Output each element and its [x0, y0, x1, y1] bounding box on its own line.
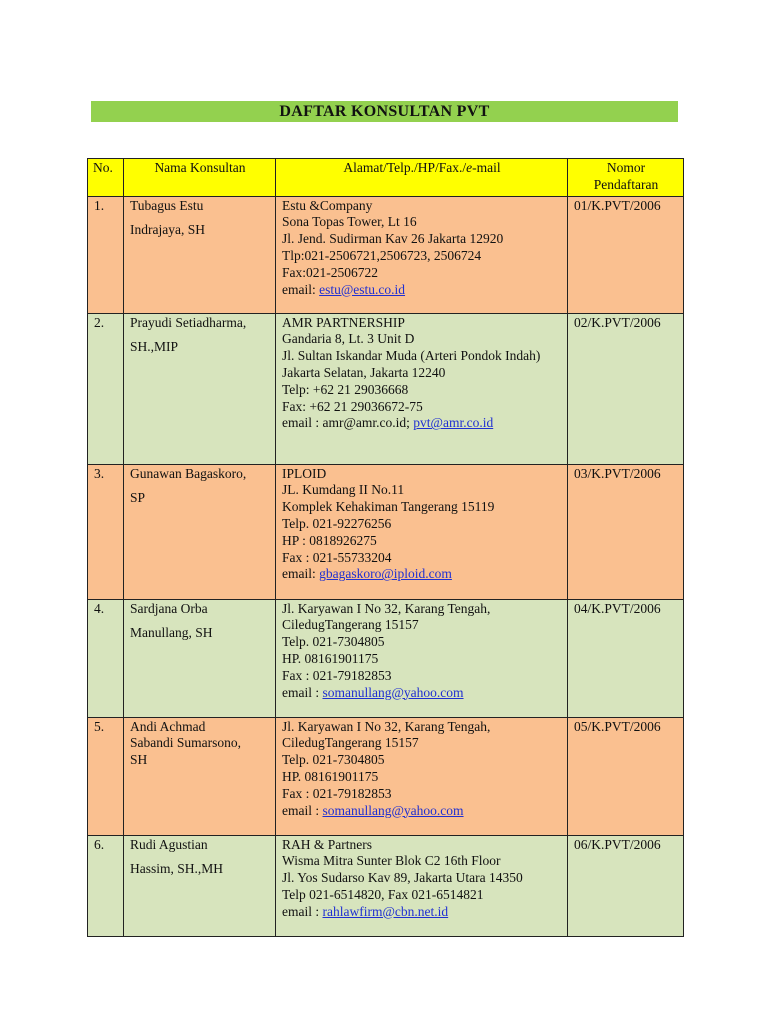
- cell-nama-konsultan: [124, 313, 276, 464]
- email-plain: amr@amr.co.id;: [322, 415, 414, 431]
- email-line: [282, 415, 562, 432]
- email-line: [282, 685, 562, 702]
- address-line: Telp: +62 21 29036668: [282, 381, 409, 397]
- name-line: Indrajaya, SH: [130, 222, 205, 238]
- header-alamat-prefix: Alamat/Telp./HP/Fax./: [343, 160, 467, 175]
- address-line: Fax: +62 21 29036672-75: [282, 398, 423, 414]
- email-link[interactable]: pvt@amr.co.id: [413, 415, 494, 431]
- address-line: Jl. Jend. Sudirman Kav 26 Jakarta 12920: [282, 231, 504, 247]
- email-label: email :: [282, 903, 323, 919]
- address-line: CiledugTangerang 15157: [282, 735, 419, 751]
- name-line: Hassim, SH.,MH: [130, 861, 224, 877]
- email-link[interactable]: gbagaskoro@iploid.com: [319, 566, 452, 582]
- header-alamat-suffix: -mail: [472, 160, 501, 175]
- name-line: Manullang, SH: [130, 625, 213, 641]
- address-line: Jl. Sultan Iskandar Muda (Arteri Pondok Indah): [282, 348, 541, 364]
- email-line: [282, 566, 562, 583]
- table-row: [88, 599, 684, 717]
- address-line: Telp. 021-92276256: [282, 515, 392, 531]
- email-link[interactable]: somanullang@yahoo.com: [322, 684, 464, 700]
- address-line: Komplek Kehakiman Tangerang 15119: [282, 499, 495, 515]
- address-line: AMR PARTNERSHIP: [282, 314, 405, 330]
- cell-alamat: [276, 599, 568, 717]
- address-line: Jakarta Selatan, Jakarta 12240: [282, 364, 446, 380]
- cell-nomor-pendaftaran: 03/K.PVT/2006: [568, 464, 684, 599]
- address-line: Fax : 021-55733204: [282, 549, 392, 565]
- address-line: IPLOID: [282, 465, 327, 481]
- address-line: Telp 021-6514820, Fax 021-6514821: [282, 886, 484, 902]
- name-line: Andi Achmad: [130, 718, 206, 734]
- cell-nomor-pendaftaran: 05/K.PVT/2006: [568, 717, 684, 835]
- name-line: SH: [130, 752, 148, 768]
- cell-no: 5.: [88, 717, 124, 835]
- address-line: Estu &Company: [282, 197, 373, 213]
- table-row: [88, 835, 684, 936]
- address-line: Tlp:021-2506721,2506723, 2506724: [282, 247, 482, 263]
- address-line: HP. 08161901175: [282, 650, 379, 666]
- email-link[interactable]: rahlawfirm@cbn.net.id: [322, 903, 449, 919]
- cell-nama-konsultan: [124, 717, 276, 835]
- header-no: No.: [88, 159, 124, 197]
- name-line: SH.,MIP: [130, 339, 179, 355]
- address-line: Jl. Karyawan I No 32, Karang Tengah,: [282, 600, 491, 616]
- page-title: DAFTAR KONSULTAN PVT: [91, 101, 678, 122]
- name-line: Prayudi Setiadharma,: [130, 314, 247, 330]
- cell-nama-konsultan: [124, 835, 276, 936]
- table-row: [88, 196, 684, 313]
- email-label: email :: [282, 684, 323, 700]
- address-line: Gandaria 8, Lt. 3 Unit D: [282, 331, 415, 347]
- cell-nomor-pendaftaran: 01/K.PVT/2006: [568, 196, 684, 313]
- cell-alamat: [276, 835, 568, 936]
- cell-nama-konsultan: [124, 196, 276, 313]
- address-line: JL. Kumdang II No.11: [282, 482, 405, 498]
- email-label: email:: [282, 566, 320, 582]
- cell-nomor-pendaftaran: 04/K.PVT/2006: [568, 599, 684, 717]
- cell-nomor-pendaftaran: 06/K.PVT/2006: [568, 835, 684, 936]
- header-nomor-pendaftaran: Nomor Pendaftaran: [568, 159, 684, 197]
- cell-no: 4.: [88, 599, 124, 717]
- name-line: SP: [130, 490, 146, 506]
- header-alamat: [276, 159, 568, 197]
- address-line: Fax : 021-79182853: [282, 667, 392, 683]
- name-line: Gunawan Bagaskoro,: [130, 465, 247, 481]
- table-header-row: [88, 159, 684, 197]
- cell-alamat: [276, 313, 568, 464]
- cell-nama-konsultan: [124, 464, 276, 599]
- address-line: CiledugTangerang 15157: [282, 617, 419, 633]
- consultant-table: [87, 158, 684, 937]
- name-line: Tubagus Estu: [130, 197, 204, 213]
- header-nama-konsultan: Nama Konsultan: [124, 159, 276, 197]
- address-line: RAH & Partners: [282, 836, 372, 852]
- address-line: HP. 08161901175: [282, 768, 379, 784]
- cell-no: 6.: [88, 835, 124, 936]
- address-line: Jl. Karyawan I No 32, Karang Tengah,: [282, 718, 491, 734]
- cell-alamat: [276, 464, 568, 599]
- cell-no: 1.: [88, 196, 124, 313]
- cell-alamat: [276, 717, 568, 835]
- cell-nomor-pendaftaran: 02/K.PVT/2006: [568, 313, 684, 464]
- address-line: Jl. Yos Sudarso Kav 89, Jakarta Utara 14350: [282, 870, 523, 886]
- table-row: [88, 464, 684, 599]
- email-line: [282, 904, 562, 921]
- table-row: [88, 313, 684, 464]
- cell-alamat: [276, 196, 568, 313]
- email-label: email :: [282, 802, 323, 818]
- email-link[interactable]: somanullang@yahoo.com: [322, 802, 464, 818]
- email-link[interactable]: estu@estu.co.id: [319, 281, 406, 297]
- address-line: Sona Topas Tower, Lt 16: [282, 214, 417, 230]
- cell-no: 2.: [88, 313, 124, 464]
- email-line: [282, 282, 562, 299]
- name-line: Sabandi Sumarsono,: [130, 735, 241, 751]
- header-alamat-italic: e: [466, 160, 473, 175]
- name-line: Rudi Agustian: [130, 836, 208, 852]
- email-label: email:: [282, 281, 320, 297]
- address-line: Wisma Mitra Sunter Blok C2 16th Floor: [282, 853, 501, 869]
- address-line: Fax : 021-79182853: [282, 785, 392, 801]
- email-label: email :: [282, 415, 323, 431]
- name-line: Sardjana Orba: [130, 600, 208, 616]
- cell-no: 3.: [88, 464, 124, 599]
- table-body: [88, 196, 684, 936]
- address-line: HP : 0818926275: [282, 532, 377, 548]
- cell-nama-konsultan: [124, 599, 276, 717]
- table-row: [88, 717, 684, 835]
- email-line: [282, 803, 562, 820]
- address-line: Telp. 021-7304805: [282, 752, 385, 768]
- address-line: Telp. 021-7304805: [282, 634, 385, 650]
- address-line: Fax:021-2506722: [282, 264, 378, 280]
